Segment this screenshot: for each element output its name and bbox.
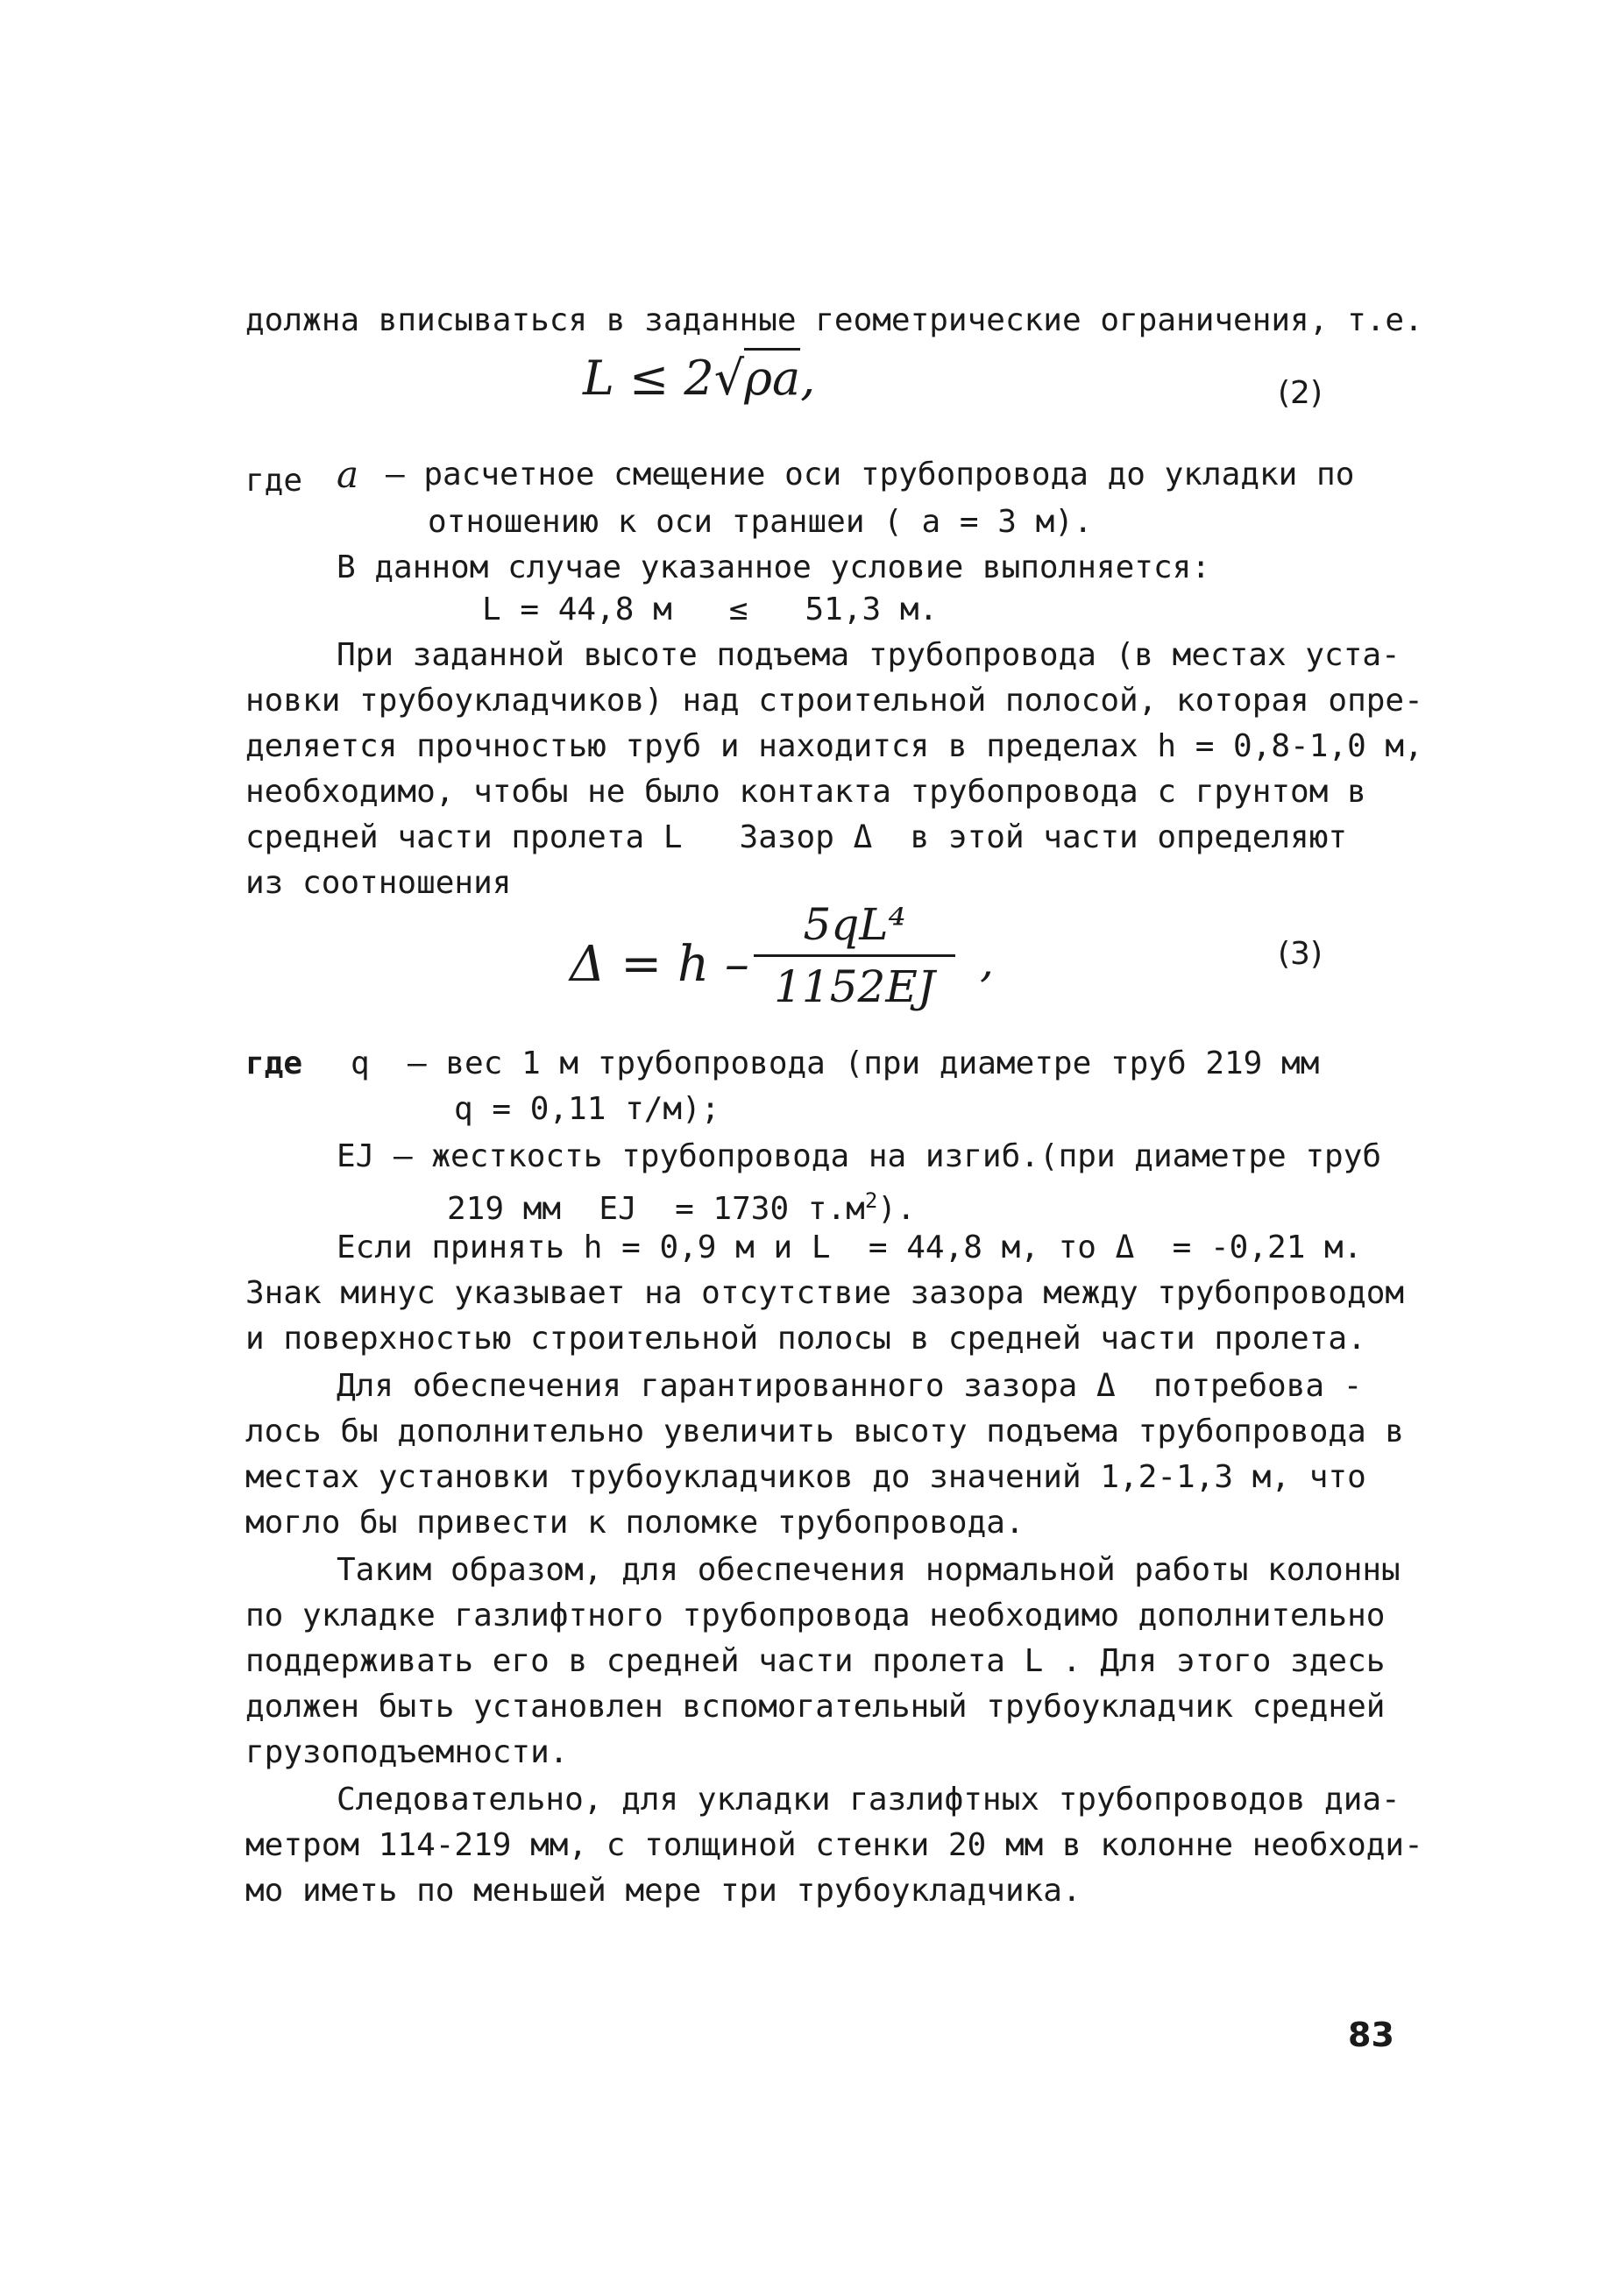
para-support-line-5: грузоподъемности.	[245, 1734, 569, 1770]
symbol-a: a	[337, 453, 359, 496]
where-a-line-2: отношению к оси траншеи ( a = 3 м).	[428, 504, 1093, 540]
where-ej-line-2: 219 мм EJ = 1730 $т.м^2$).	[447, 1188, 916, 1227]
where-a-line-1: – расчетное смещение оси трубопровода до укладки по	[386, 457, 1355, 493]
para-height-line-3: деляется прочностью труб и находится в пределах h = 0,8-1,0 м,	[245, 728, 1423, 764]
equation-number-2: (2)	[1278, 375, 1323, 411]
formula-2: L ≤ 2√ρa,	[583, 351, 815, 406]
para-height-line-1: При заданной высоте подъема трубопровода (в местах уста-	[337, 637, 1401, 673]
para-conclusion-line-2: метром 114-219 мм, с толщиной стенки 20 мм в колонне необходи-	[245, 1827, 1423, 1863]
para-height-line-5: средней части пролета L Зазор Δ в этой части определяют	[245, 819, 1348, 855]
para-height-line-4: необходимо, чтобы не было контакта трубопровода с грунтом в	[245, 774, 1366, 810]
para-support-line-4: должен быть установлен вспомогательный трубоукладчик средней	[245, 1689, 1386, 1725]
para-height-line-2: новки трубоукладчиков) над строительной полосой, которая опре-	[245, 683, 1423, 719]
where-ej-line-1: EJ – жесткость трубопровода на изгиб.(при диаметре труб	[337, 1138, 1382, 1174]
where-q-line-2: q = 0,11 т/м);	[454, 1091, 720, 1127]
formula-3-denominator: 1152EJ	[774, 961, 935, 1012]
para-result-line-3: и поверхностью строительной полосы в средней части пролета.	[245, 1321, 1366, 1357]
para-height-line-6: из соотношения	[245, 865, 512, 901]
fraction-bar	[754, 954, 955, 957]
para-increase-line-3: местах установки трубоукладчиков до значений 1,2-1,3 м, что	[245, 1459, 1366, 1495]
para-increase-line-4: могло бы привести к поломке трубопровода.	[245, 1505, 1025, 1541]
para-support-line-1: Таким образом, для обеспечения нормальной работы колонны	[337, 1552, 1401, 1588]
condition-line-2: L = 44,8 м ≤ 51,3 м.	[482, 592, 939, 627]
formula-3-numerator: 5qL⁴	[803, 899, 906, 950]
para-conclusion-line-1: Следовательно, для укладки газлифтных трубопроводов диа-	[337, 1782, 1401, 1818]
where-label-q: где	[245, 1045, 303, 1081]
formula-3-fraction	[754, 898, 955, 1013]
equation-number-3: (3)	[1278, 936, 1323, 972]
para-increase-line-1: Для обеспечения гарантированного зазора Δ потребова -	[337, 1368, 1363, 1404]
para-support-line-2: по укладке газлифтного трубопровода необходимо дополнительно	[245, 1598, 1386, 1634]
formula-3-lhs: Δ = h –	[570, 936, 749, 993]
para-conclusion-line-3: мо иметь по меньшей мере три трубоукладчика.	[245, 1873, 1081, 1909]
intro-line: должна вписываться в заданные геометрические ограничения, т.е.	[245, 302, 1423, 338]
para-increase-line-2: лось бы дополнительно увеличить высоту подъема трубопровода в	[245, 1414, 1405, 1449]
formula-3-tail: ,	[980, 936, 994, 987]
para-result-line-2: Знак минус указывает на отсутствие зазора между трубопроводом	[245, 1275, 1405, 1311]
where-label-a: где	[245, 463, 303, 499]
superscript-2: 2	[864, 1188, 878, 1213]
condition-line-1: В данном случае указанное условие выполняется:	[337, 549, 1210, 585]
page-number: 83	[1348, 2016, 1394, 2054]
sqrt-sign: √	[713, 351, 745, 406]
para-result-line-1: Если принять h = 0,9 м и L = 44,8 м, то Δ = -0,21 м.	[337, 1230, 1363, 1265]
where-q-line-1: q – вес 1 м трубопровода (при диаметре труб 219 мм	[351, 1045, 1320, 1081]
para-support-line-3: поддерживать его в средней части пролета L . Для этого здесь	[245, 1643, 1386, 1679]
